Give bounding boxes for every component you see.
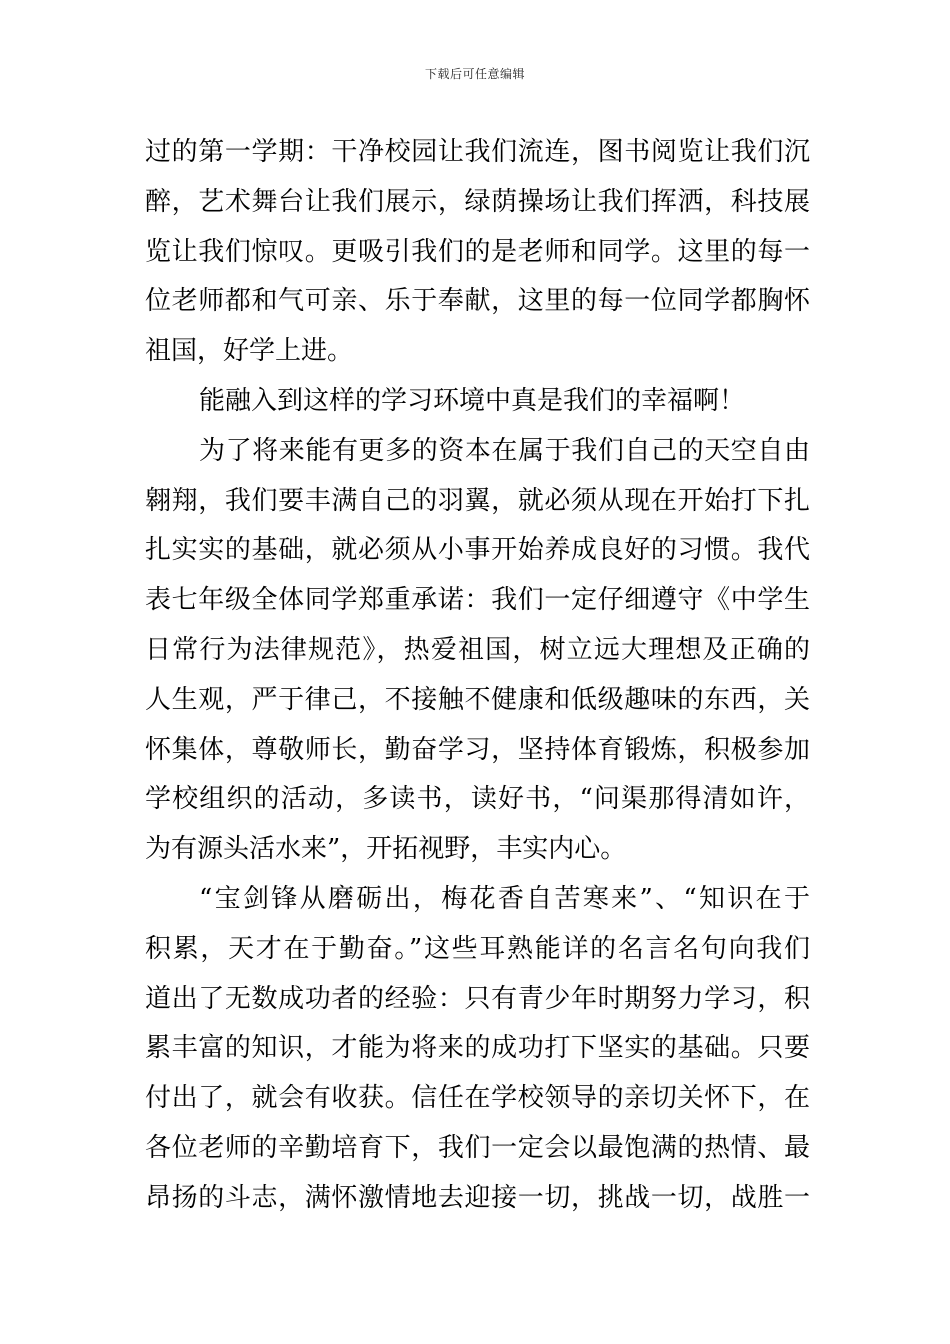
header-note: 下载后可任意编辑	[424, 67, 525, 81]
text-line: 能融入到这样的学习环境中真是我们的幸福啊！	[199, 385, 746, 416]
text-line: 积累，天才在于勤奋。”这些耳熟能详的名言名句向我们	[145, 933, 810, 964]
text-line: 昂扬的斗志，满怀激情地去迎接一切，挑战一切，战胜一	[145, 1182, 810, 1213]
text-line: 人生观，严于律己，不接触不健康和低级趣味的东西，关	[145, 684, 810, 715]
text-line: 付出了，就会有收获。信任在学校领导的亲切关怀下，在	[145, 1083, 810, 1114]
text-line: 为了将来能有更多的资本在属于我们自己的天空自由	[199, 435, 810, 466]
text-line: 怀集体，尊敬师长，勤奋学习，坚持体育锻炼，积极参加	[145, 734, 810, 765]
text-line: 翱翔，我们要丰满自己的羽翼，就必须从现在开始打下扎	[145, 485, 810, 516]
text-line: 表七年级全体同学郑重承诺：我们一定仔细遵守《中学生	[145, 585, 810, 616]
text-line: 学校组织的活动，多读书，读好书，“问渠那得清如许，	[145, 784, 810, 815]
text-line: 位老师都和气可亲、乐于奉献，这里的每一位同学都胸怀	[145, 286, 810, 317]
text-line: 日常行为法律规范》，热爱祖国，树立远大理想及正确的	[145, 634, 810, 665]
text-line: “宝剑锋从磨砺出，梅花香自苦寒来”、“知识在于	[199, 883, 810, 914]
text-line: 为有源头活水来”，开拓视野，丰实内心。	[145, 834, 627, 865]
text-line: 累丰富的知识，才能为将来的成功打下坚实的基础。只要	[145, 1033, 810, 1064]
text-line: 祖国，好学上进。	[145, 336, 354, 367]
text-line: 各位老师的辛勤培育下，我们一定会以最饱满的热情、最	[145, 1132, 810, 1163]
body-text	[145, 128, 810, 1224]
text-line: 醉，艺术舞台让我们展示，绿荫操场让我们挥洒，科技展	[145, 186, 810, 217]
text-line: 过的第一学期：干净校园让我们流连，图书阅览让我们沉	[145, 137, 810, 167]
text-line: 道出了无数成功者的经验：只有青少年时期努力学习，积	[145, 983, 810, 1014]
text-line: 览让我们惊叹。更吸引我们的是老师和同学。这里的每一	[145, 236, 810, 267]
text-line: 扎实实的基础，就必须从小事开始养成良好的习惯。我代	[145, 535, 810, 566]
